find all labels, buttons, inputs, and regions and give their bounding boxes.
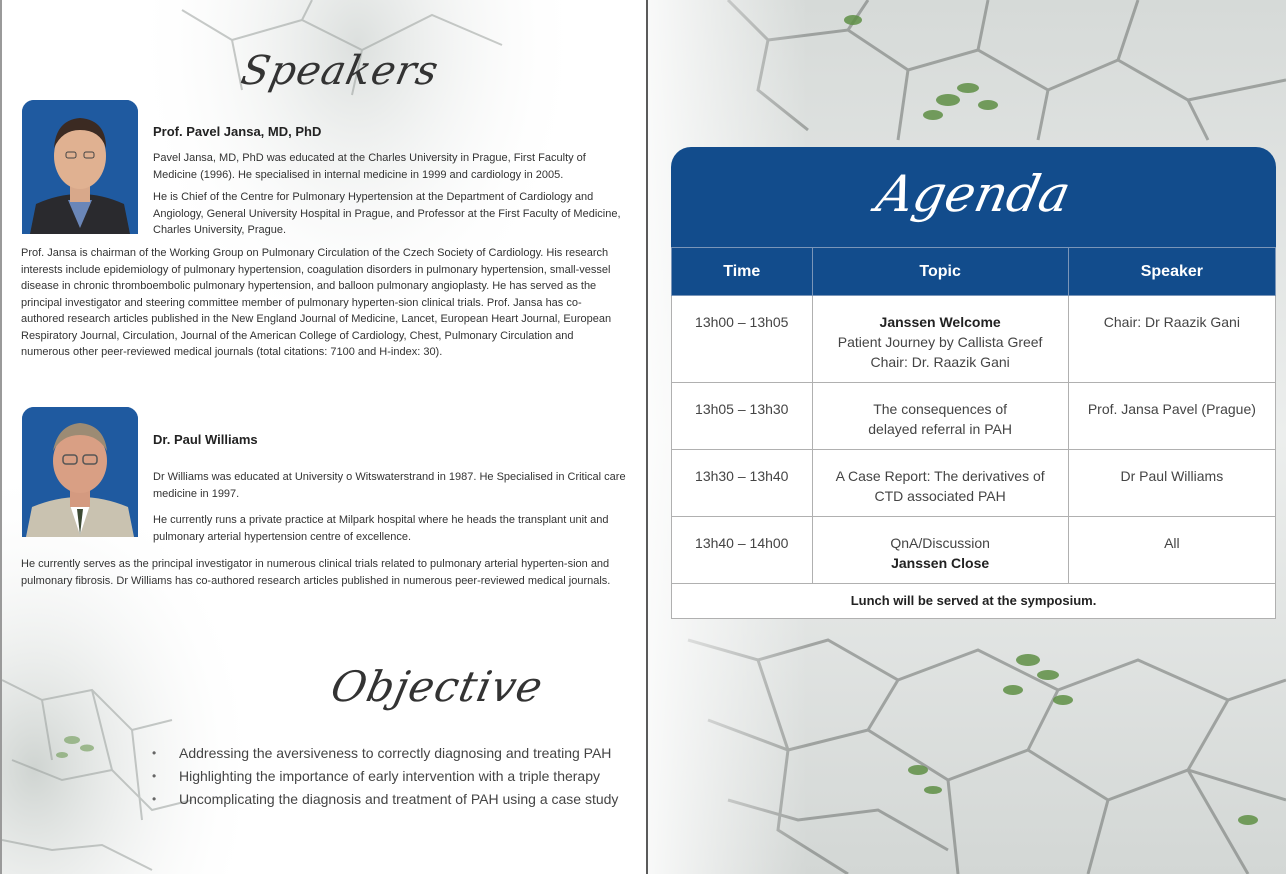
speaker-bio-paragraph: He is Chief of the Centre for Pulmonary Hypertension at the Department of Cardiology and Angiology, General University Hospital in Prague, and Professor at the First Faculty of Medicine, Charles University, Prague.	[153, 191, 621, 236]
agenda-heading: Agenda	[871, 165, 1076, 223]
speaker-photo-jansa	[22, 100, 138, 234]
agenda-table	[671, 247, 1276, 619]
table-row	[672, 517, 1276, 584]
speaker-cell: All	[1068, 517, 1275, 584]
speaker-cell: Dr Paul Williams	[1068, 450, 1275, 517]
speaker-bio-paragraph: Prof. Jansa is chairman of the Working Group on Pulmonary Circulation of the Czech Society of Cardiology. His research interests include epidemiology of pulmonary hypertension, coagulation disorders in pulmonary hypertension, small-vessel disease in chronic thromboembolic pulmonary hypertension, and balloon pulmonary angioplasty. He has served as the principal investigator and steering committee member of pulmonary hyperten-sion clinical trials. Prof. Jansa has co-authored research articles published in the New England Journal of Medicine, Lancet, European Heart Journal, European Respiratory Journal, Circulation, Journal of the American College of Cardiology, Chest, Pulmonary Circulation and numerous other peer-reviewed medical journals (total citations: 7100 and H-index: 30).	[21, 247, 612, 358]
table-row	[672, 296, 1276, 383]
topic-cell	[812, 383, 1068, 450]
topic-line: QnA/Discussion	[890, 535, 990, 551]
speaker-cell: Chair: Dr Raazik Gani	[1068, 296, 1275, 383]
table-row	[672, 450, 1276, 517]
speaker-photo-williams	[22, 407, 138, 537]
speaker-bio-paragraph: Dr Williams was educated at University o Witswaterstrand in 1987. He Specialised in Critical care medicine in 1997.	[153, 471, 626, 500]
speaker-name: Prof. Pavel Jansa, MD, PhD	[153, 124, 322, 139]
topic-line: A Case Report: The derivatives of	[835, 468, 1045, 484]
objective-heading: Objective	[326, 662, 548, 711]
time-cell: 13h05 – 13h30	[672, 383, 813, 450]
speaker-cell: Prof. Jansa Pavel (Prague)	[1068, 383, 1275, 450]
column-header-speaker: Speaker	[1068, 248, 1275, 296]
objective-item: • Highlighting the importance of early intervention with a triple therapy	[152, 765, 618, 788]
speaker-bio-paragraph: He currently serves as the principal investigator in numerous clinical trials related to pulmonary arterial hyperten-sion and pulmonary fibrosis. Dr Williams has co-authored research articles published in numerous peer-reviewed medical journals.	[21, 558, 611, 587]
topic-line: Patient Journey by Callista Greef	[837, 334, 1043, 350]
topic-bold: Janssen Welcome	[879, 314, 1001, 330]
topic-bold: Janssen Close	[891, 555, 990, 571]
table-row	[672, 383, 1276, 450]
lunch-note: Lunch will be served at the symposium.	[672, 584, 1276, 619]
objectives-list	[152, 742, 618, 811]
time-cell: 13h00 – 13h05	[672, 296, 813, 383]
column-header-topic: Topic	[812, 248, 1068, 296]
agenda-header-row	[672, 248, 1276, 296]
topic-line: delayed referral in PAH	[868, 421, 1012, 437]
time-cell: 13h30 – 13h40	[672, 450, 813, 517]
speaker-name: Dr. Paul Williams	[153, 432, 258, 447]
right-page	[648, 0, 1286, 874]
column-header-time: Time	[672, 248, 813, 296]
topic-line: Chair: Dr. Raazik Gani	[870, 354, 1010, 370]
objective-item: • Addressing the aversiveness to correctly diagnosing and treating PAH	[152, 742, 618, 765]
agenda-header	[671, 147, 1276, 247]
topic-line: CTD associated PAH	[874, 488, 1006, 504]
speaker-bio-paragraph: He currently runs a private practice at Milpark hospital where he heads the transplant unit and pulmonary arterial hypertension centre of excellence.	[153, 514, 609, 543]
speaker-bio-paragraph: Pavel Jansa, MD, PhD was educated at the Charles University in Prague, First Faculty of Medicine (1996). He specialised in internal medicine in 1999 and cardiology in 2005.	[153, 152, 586, 181]
topic-line: The consequences of	[873, 401, 1008, 417]
speakers-heading: Speakers	[237, 48, 443, 94]
time-cell: 13h40 – 14h00	[672, 517, 813, 584]
topic-cell	[812, 517, 1068, 584]
topic-cell	[812, 450, 1068, 517]
agenda-footer-row	[672, 584, 1276, 619]
topic-cell	[812, 296, 1068, 383]
objective-item: • Uncomplicating the diagnosis and treatment of PAH using a case study	[152, 788, 618, 811]
